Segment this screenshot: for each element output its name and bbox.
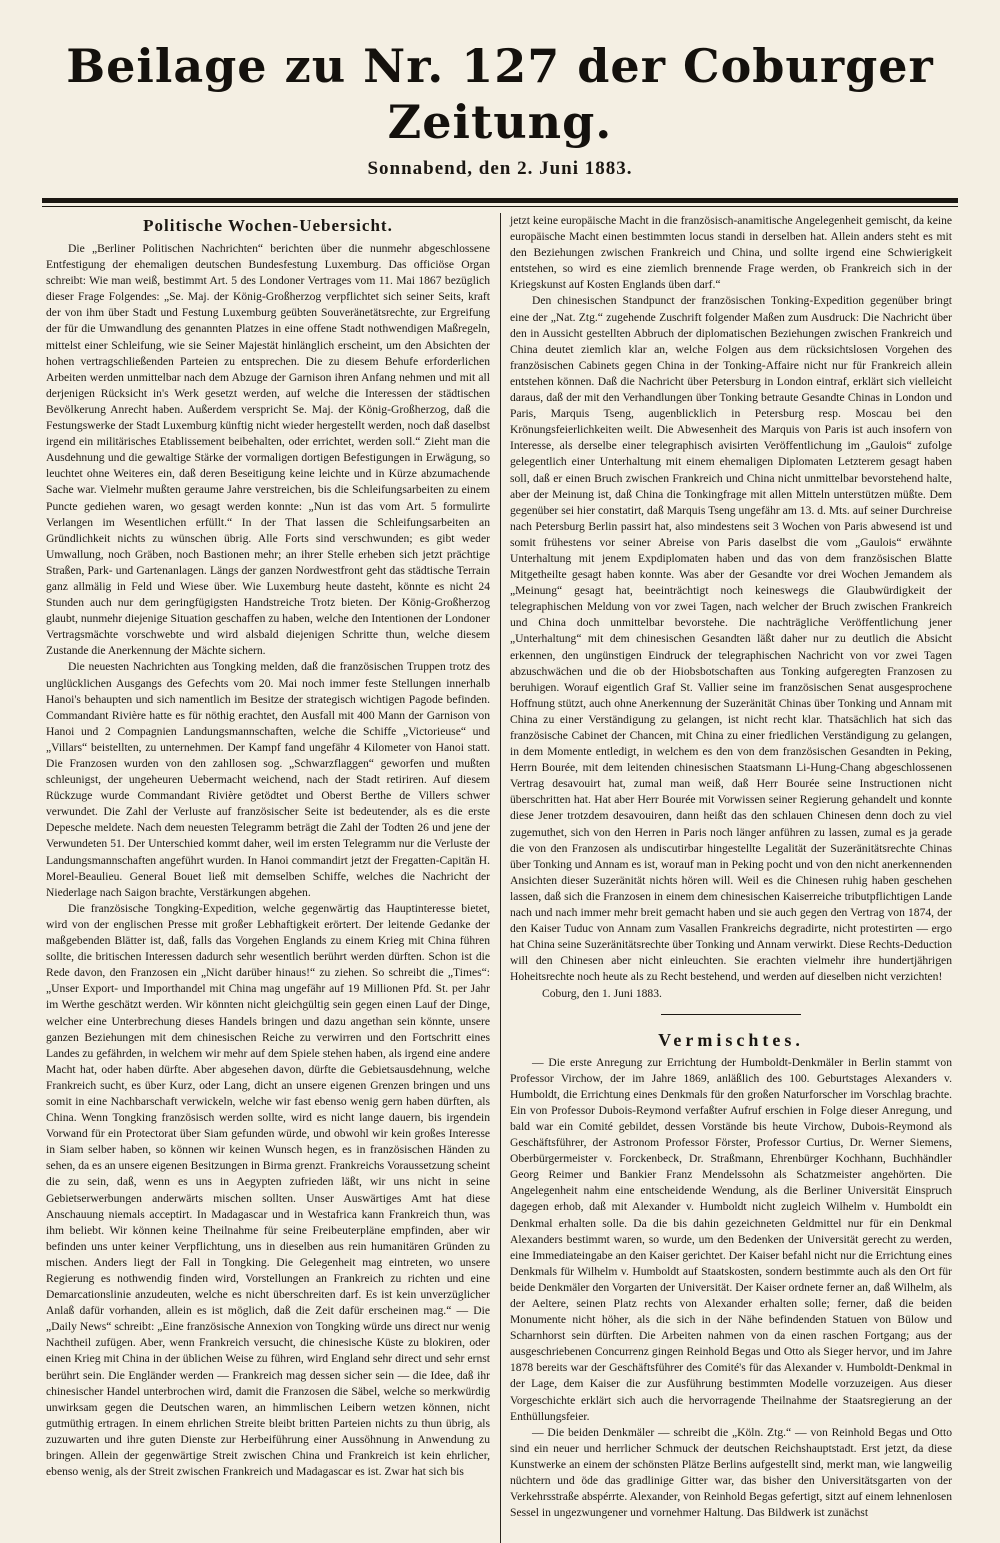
masthead-rule-thin [42, 206, 958, 207]
masthead-rule-thick [42, 198, 958, 203]
issue-date: Sonnabend, den 2. Juni 1883. [367, 158, 633, 179]
article-paragraph-continued: jetzt keine europäische Macht in die französisch-anamitische Angelegenheit gemischt, da keine europäische Macht einen bestimmten locus standi in derselben hat. Allein anders steht es mit den Beziehungen zwischen Frankreich und China, und sollte irgend eine Schwierigkeit entstehen, so wird es eine ziemlich brennende Frage werden, ob Frankreich sich in der Kriegskunst auf Kosten Englands üben darf.“ [510, 214, 953, 292]
section-separator [661, 1014, 801, 1015]
article-paragraph: Die „Berliner Politischen Nachrichten“ berichten über die nunmehr abgeschlossene Entfestigung der ehemaligen deutschen Bundesfestung Luxemburg. Das officiöse Organ schreibt: Wie man weiß, bestimmt Art. 5 des Londoner Vertrages vom 11. Mai 1867 bezüglich dieser Frage Folgendes: „Se. Maj. der König-Großherzog verpflichtet sich seiner Seits, kraft der von ihm über Stadt und Festung Luxemburg geübten Souveränetätsrechte, zur Ergreifung der für die Umwandlung des genannten Platzes in eine offene Stadt nothwendigen Maßregeln, mittelst einer Schleifung, wie sie Seiner Majestät hinlänglich erscheint, um den Absichten der hohen vertragschließenden Parteien zu entsprechen. Die zu diesem Behufe erforderlichen Arbeiten werden unmittelbar nach dem Abzuge der Garnison ihren Anfang nehmen und mit all derjenigen Rücksicht in's Werk gesetzt werden, auf welche die Interessen der städtischen Bevölkerung Anrecht haben. Außerdem verspricht Se. Maj. der König-Großherzog, daß die Festungswerke der Stadt Luxemburg künftig nicht wieder hergestellt werden, noch daß daselbst irgend ein militärisches Etablissement beibehalten, oder errichtet, werden soll.“ Zieht man die Ausdehnung und die gewaltige Stärke der vormaligen dortigen Befestigungen in Erwägung, so leuchtet ohne Weiteres ein, daß deren Beseitigung keine leichte und in Kürze abzumachende Sache war. Vielmehr mußten geraume Jahre verstreichen, bis die Schleifungsarbeiten zu einem Puncte gediehen waren, wo gesagt werden konnte: „Nun ist das vom Art. 5 formulirte Verlangen im Wesentlichen erfüllt.“ In der That lassen die Schleifungsarbeiten an Gründlichkeit nichts zu wünschen übrig. Alle Forts sind verschwunden; es gibt weder Umwallung, noch Gräben, noch Bastionen mehr; an ihrer Stelle erheben sich jetzt prächtige Straßen, Park- und Gartenanlagen. Längs der ganzen Nordwestfront geht das städtische Terrain ganz allmälig in Feld und Wiese über. Wie Luxemburg heute dasteht, könnte es nicht 24 Stunden auch nur dem geringfügigsten Handstreiche Trotz bieten. Der König-Großherzog glaubt, nunmehr diejenige Situation geschaffen zu haben, welche den Intentionen der Londoner Vertragsmächte vorschwebte und wird alsbald diejenigen Schritte thun, welche diesem Zustande die Anerkennung der Mächte sichern. [46, 242, 490, 658]
left-column [34, 213, 500, 1543]
article-columns [34, 213, 966, 1543]
article-paragraph: Die französische Tongking-Expedition, welche gegenwärtig das Hauptinteresse bietet, wird von der englischen Presse mit großer Lebhaftigkeit erörtert. Der leitende Gedanke der maßgebenden Blätter ist, daß, falls das Vorgehen Englands zu einem Krieg mit China führen sollte, die britischen Interessen dadurch sehr wesentlich berührt werden dürften. Schon ist die Rede davon, den Franzosen ein „Nicht darüber hinaus!“ zu ziehen. So schreibt die „Times“: „Unser Export- und Importhandel mit China mag ungefähr auf 19 Millionen Pfd. St. per Jahr im Werthe geschätzt werden. Wir könnten nicht gleichgültig sein gegen einen Lauf der Dinge, welcher eine Unterbrechung dieses Handels bringen und dazu angethan sein könnte, unsere ganzen Beziehungen mit dem chinesischen Reiche zu verwirren und den Fortschritt eines Landes zu gefährden, in welchem wir mehr auf dem Spiele stehen haben, als irgend eine andere Macht hat, oder haben dürfte. Aber abgesehen davon, dürfte die Gebietsausdehnung, welche Frankreich sucht, es über Kurz, oder Lang, dicht an unsere eigenen Grenzen bringen und uns somit in eine Nachbarschaft verwickeln, welche wir fast ebenso wenig gern haben dürften, als China. Wenn Tongking französisch werden sollte, wird es nicht lange dauern, bis irgendein Vorwand für ein Protectorat über Siam gefunden würde, und obwohl wir kein großes Interesse in Siam selber haben, so können wir keinen Wunsch hegen, es in französischen Händen zu sehen, da es an unsere eigenen Besitzungen in Birma grenzt. Frankreichs Voraussetzung scheint die zu sein, daß, wenn es uns in Aegypten zufrieden läßt, wir uns nicht in seine Gebietserwerbungen anderwärts mischen sollten. Unser Auswärtiges Amt hat diese Anschauung niemals acceptirt. In Madagascar und in Westafrica kann Frankreich thun, was ihm beliebt. Wir können keine Theilnahme für seine Freibeuterpläne empfinden, aber wir befinden uns unter keiner Verpflichtung, uns in dieselben aus rein humanitären Gründen zu mischen. Anders liegt der Fall in Tongking. Die Gelegenheit mag eintreten, wo unsere Regierung es nothwendig finden wird, Vorstellungen an Frankreich zu richten und eine Demarcationslinie anzudeuten, welche es nicht überschreiten darf. Es ist kein unverzüglicher Anlaß dafür vorhanden, allein es ist möglich, daß die Zeit dafür erscheinen mag.“ — Die „Daily News“ schreibt: „Eine französische Annexion von Tongking würde uns direct nur wenig Nachtheil zufügen. Aber, wenn Frankreich versucht, die chinesische Küste zu blokiren, oder einen Krieg mit China in der üblichen Weise zu führen, wird England sehr direct und sehr ernst berührt sein. Die Engländer werden — Frankreich mag dessen sicher sein — die Idee, daß ihr chinesischer Handel unterbrochen wird, damit die Franzosen die Säbel, welche so merkwürdig unwirksam gegen die Deutschen waren, an himmlischen Leibern wetzen können, nicht gutmüthig ertragen. In einem ehrlichen Streite bleibt britten Parteien nichts zu thun übrig, als zuzuwarten und ihre guten Dienste zur Herbeiführung einer Aussöhnung in Anwendung zu bringen. Allein der gegenwärtige Streit zwischen China und Frankreich ist kein ehrlicher, ebenso wenig, als der Streit zwischen Frankreich und Madagascar es ist. Zwar hat sich bis [46, 901, 490, 1479]
right-column [500, 213, 966, 1543]
article-paragraph: Den chinesischen Standpunct der französischen Tonking-Expedition gegenüber bringt eine der „Nat. Ztg.“ zugehende Zuschrift folgender Maßen zum Ausdruck: Die Nachricht über den in Aussicht gestellten Abbruch der diplomatischen Beziehungen zwischen Frankreich und China deutet ziemlich klar an, welche Folgen aus dem rücksichtslosen Vorgehen des französischen Cabinets gegen China in der Tonking-Affaire nicht nur für Frankreich allein entstehen können. Daß die Nachricht über Petersburg in London eintraf, erklärt sich vielleicht daraus, daß der mit den Verhandlungen über Tonking betraute Gesandte Chinas in London und Paris, Marquis Tseng, augenblicklich in Petersburg resp. Moscau bei den Krönungsfeierlichkeiten weilt. Die Abwesenheit des Marquis von Paris ist auch insofern von Interesse, als derselbe einer telegraphisch avisirten Veröffentlichung im „Gaulois“ zufolge gelegentlich einer Unterhaltung mit einem ehemaligen Diplomaten Letzterem gesagt haben soll, daß er einen Bruch zwischen Frankreich und China nicht unmittelbar bevorstehend halte, aber der Meinung ist, daß China die Tonkingfrage mit allen Mitteln unterstützen müßte. Dem gegenüber sei hier constatirt, daß Marquis Tseng ungefähr am 13. d. Mts. auf seiner Durchreise nach Petersburg Berlin passirt hat, also mindestens seit 3 Wochen von Paris abwesend ist und somit frühestens vor seiner Abreise von Paris daselbst die vom „Gaulois“ erwähnte Unterhaltung mit jenem Expdiplomaten haben und das von dem französischen Blatte Mitgetheilte gesagt haben konnte. Was aber der Gesandte vor drei Wochen Jemandem als „Meinung“ gesagt hat, beeinträchtigt noch keineswegs die Glaubwürdigkeit der telegraphischen Meldung von vor zwei Tagen, nach welcher der Bruch zwischen Frankreich und China doch unmittelbar bevorstehe. Die nachträgliche Veröffentlichung jener „Unterhaltung“ mit dem chinesischen Gesandten läßt daher nur zu deutlich die Absicht erkennen, den ungünstigen Eindruck der telegraphischen Nachricht von vor zwei Tagen abzuschwächen und die ob der Hiobsbotschaften aus Tonking aufgeregten Franzosen zu beruhigen. Worauf eigentlich Graf St. Vallier seine im französischen Senat ausgesprochene Hoffnung stützt, auch ohne Anerkennung der Suzeränität Chinas über Tonking und Annam mit China zu einer Verständigung zu gelangen, ist nicht recht klar. Thatsächlich hat sich das französische Cabinet der Chancen, mit China zu einer friedlichen Verständigung zu gelangen, in dem Momente entledigt, in welchem es den von dem französischen Gesandten in Peking, Herrn Bourée, mit dem leitenden chinesischen Staatsmann Li-Hung-Chang abgeschlossenen Vertrag desavouirt hat, zumal man weiß, daß Herr Bourée seine Instructionen nicht überschritten hat. Hat aber Herr Bourée mit Vorwissen seiner Regierung gehandelt und konnte diese Jener trotzdem desavouiren, dann heißt das den schlauen Chinesen denn doch zu viel zugemuthet, sich von den Herren in Paris noch länger anführen zu lassen, zumal es ja gerade die von den Franzosen als undiscutirbar hingestellte Legalität der Suzeränitätsrechte Chinas über Tonking und Annam es ist, worauf man in Peking pocht und von den nicht anerkennenden Ansichten dieser Suzeränität nichts hören will. Weil es die Chinesen ruhig haben geschehen lassen, daß sich die Franzosen in einem dem chinesischen Kaiserreiche tributpflichtigen Lande nach und nach immer mehr breit gemacht haben und sie auch gegen den Vertrag von 1874, der den Kaiser Tuduc von Annam zum Vasallen Frankreichs degradirte, nicht protestirten — ergo hat China seine Suzeränitätsrechte über Tonking und Annam verwirkt. Diese Rechts-Deduction will den Chinesen aber nicht einleuchten. Sie erachten vielmehr ihre hundertjährigen Hoheitsrechte noch heute als zu Recht bestehend, und werden auf dieselben nicht verzichten! [510, 294, 952, 984]
section-title-politik: Politische Wochen-Uebersicht. [143, 216, 393, 235]
newspaper-title: Beilage zu Nr. 127 der Coburger Zeitung. [66, 39, 934, 149]
masthead [34, 38, 966, 180]
article-paragraph: — Die erste Anregung zur Errichtung der Humboldt-Denkmäler in Berlin stammt von Professor Virchow, der im Jahre 1869, anläßlich des 100. Geburtstages Alexanders v. Humboldt, die Errichtung eines Denkmals für den großen Naturforscher im Vorschlag brachte. Ein von Professor Dubois-Reymond verfaßter Aufruf erschien in Folge dieser Anregung, und bald war ein Comité gebildet, dessen Vorstände bis heute Virchow, Dubois-Reymond als Geschäftsführer, der Astronom Professor Förster, Professor Curtius, Dr. Werner Siemens, Oberbürgermeister v. Forckenbeck, Dr. Straßmann, Ehrenbürger Kochhann, Buchhändler Georg Reimer und Bankier Franz Mendelssohn als Schatzmeister angehörten. Die Angelegenheit nahm eine entscheidende Wendung, als die Berliner Universität Einspruch dagegen erhob, daß mit Alexander v. Humboldt nicht zugleich Wilhelm v. Humboldt ein Denkmal erhalten solle. Da die bis dahin gezeichneten Geldmittel nur für ein Denkmal Alexanders bestimmt waren, so wurde, um den Bedenken der Universität gerecht zu werden, eine Immediateingabe an den Kaiser gerichtet. Der Kaiser befahl nicht nur die Errichtung eines Denkmals für Wilhelm v. Humboldt auf Staatskosten, sondern bestimmte auch als den Ort für beide Denkmäler den Vorgarten der Universität. Der Kaiser ordnete ferner an, daß Wilhelm, als der Aeltere, seinen Platz rechts von Alexander erhalten solle; ferner, daß die beiden Monumente nicht höher, als die sich in der Nähe befindenden Statuen von Bülow und Scharnhorst sein dürften. Die Arbeiten nahmen von da einen raschen Fortgang; aus der ausgeschriebenen Concurrenz gingen Reinhold Begas und Otto als Sieger hervor, und im Jahre 1878 bereits war der Geschäftsführer des Comité's für das Alexander v. Humboldt-Denkmal in der Lage, dem Kaiser die zur Ausführung bestimmten Modelle vorzuzeigen. Aus dieser Vorgeschichte erklärt sich auch die hervorragende Theilnahme der Staatsregierung an der Enthüllungsfeier. [510, 1055, 952, 1423]
section-title-vermischtes: Vermischtes. [658, 1029, 804, 1050]
column-divider [500, 213, 501, 1543]
dateline: Coburg, den 1. Juni 1883. [542, 986, 662, 1000]
article-paragraph: Die neuesten Nachrichten aus Tongking melden, daß die französischen Truppen trotz des unglücklichen Ausgangs des Gefechts vom 20. Mai noch immer feste Stellungen innerhalb Hanoi's behaupten und sich namentlich im Besitze der strategisch wichtigen Pagode befinden. Commandant Rivière hatte es für nöthig erachtet, den Ausfall mit 400 Mann der Garnison von Hanoi und 2 Compagnien Landungsmannschaften, welche die Schiffe „Victorieuse“ und „Villars“ beistellten, zu unternehmen. Der Kampf fand ungefähr 4 Kilometer von Hanoi statt. Die Franzosen wurden von den zahllosen sog. „Schwarzflaggen“ geworfen und mußten schleunigst, der ungeheuren Uebermacht weichend, nach der Stadt retiriren. Auf diesem Rückzuge wurde Commandant Rivière getödtet und Oberst Berthe de Villers schwer verwundet. Die Zahl der Verluste auf französischer Seite ist bedeutender, als es die erste Depesche meldete. Nach dem neuesten Telegramm beträgt die Zahl der Todten 26 und jene der Verwundeten 51. Der Unterschied kommt daher, weil im ersten Telegramm nur die Verluste der Landungsmannschaften angeführt wurden. In Hanoi commandirt jetzt der Fregatten-Capitän H. Morel-Beaulieu. General Bouet ließ mit demselben Schiffe, welches die Nachricht der Niederlage nach Saigon brachte, Verstärkungen abgehen. [46, 660, 490, 899]
article-paragraph: — Die beiden Denkmäler — schreibt die „Köln. Ztg.“ — von Reinhold Begas und Otto sind ein neuer und herrlicher Schmuck der deutschen Reichshauptstadt. Erst jetzt, da diese Kunstwerke an einem der schönsten Plätze Berlins aufgestellt sind, merkt man, wie langweilig nüchtern und öde das gradlinige Gitter war, das bisher den Universitätsgarten von der Verkehrsstraße abspérrte. Alexander, von Reinhold Begas gefertigt, sitzt auf einem lehnenlosen Sessel in ungezwungener und vornehmer Haltung. Das Bildwerk ist zunächst [510, 1425, 952, 1520]
